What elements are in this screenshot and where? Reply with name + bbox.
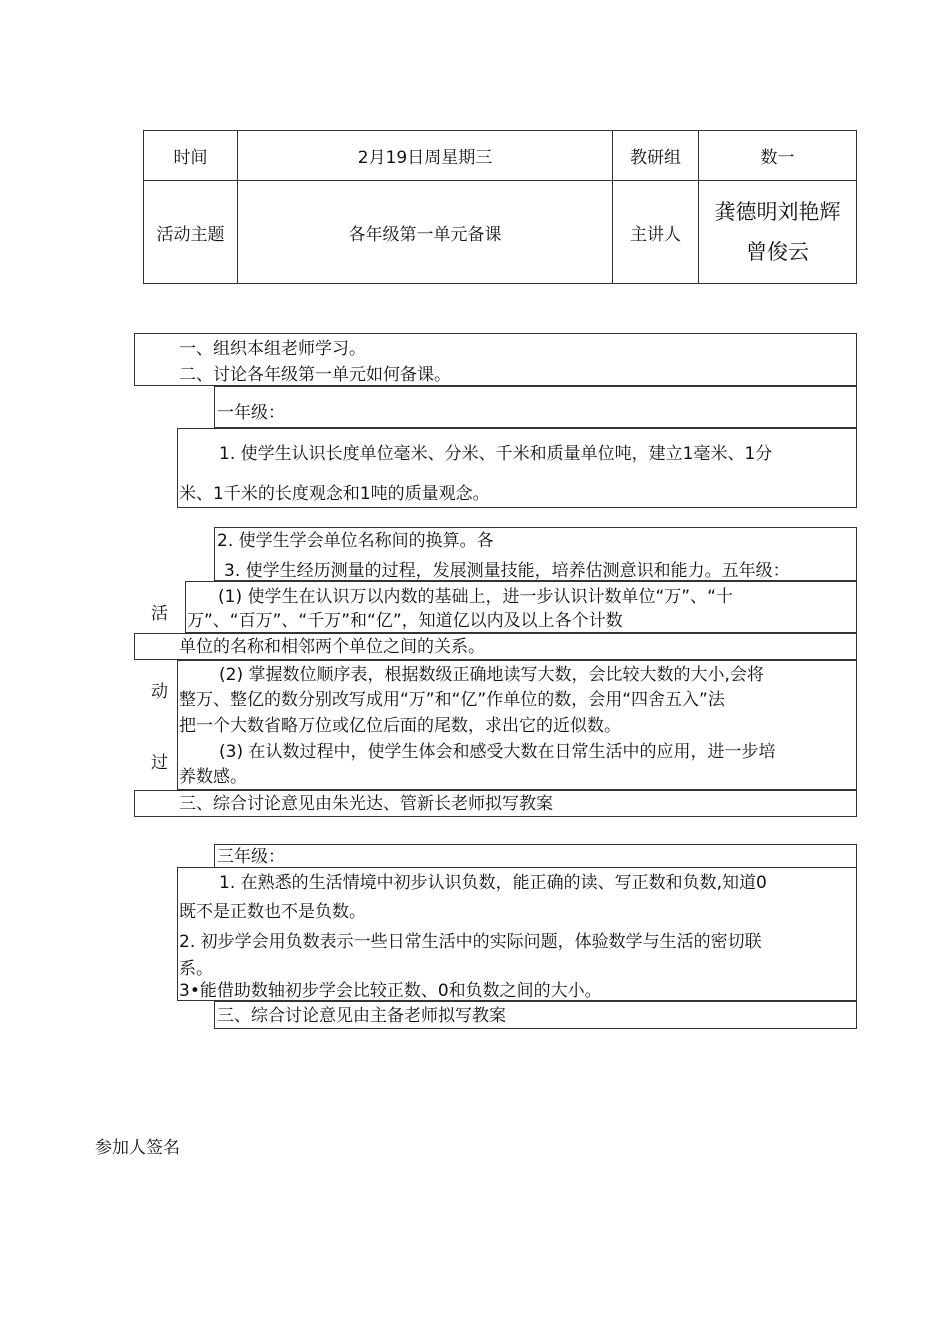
process-item-3: 三、综合讨论意见由朱光达、管新长老师拟写教案	[179, 794, 553, 814]
grade3-heading: 三年级：	[217, 847, 285, 867]
grade5-p3-line2: 养数感。	[179, 767, 247, 787]
header-table	[143, 130, 857, 284]
grade1-p2: 2. 使学生学会单位名称间的换算。各	[217, 531, 494, 551]
grade5-p1-line3: 单位的名称和相邻两个单位之间的关系。	[179, 637, 485, 657]
grade3-p1-line1: 1. 在熟悉的生活情境中初步认识负数，能正确的读、写正数和负数,知道0	[219, 873, 767, 893]
grade3-p2-line1: 2. 初步学会用负数表示一些日常生活中的实际问题，体验数学与生活的密切联	[179, 932, 762, 952]
grade5-p2-line3: 把一个大数省略万位或亿位后面的尾数，求出它的近似数。	[179, 716, 621, 736]
topic-value: 各年级第一单元备课	[237, 180, 613, 284]
grade5-p2-line1: (2) 掌握数位顺序表，根据数级正确地读写大数，会比较大数的大小,会将	[219, 665, 764, 685]
speaker-name-line1: 龚德明刘艳辉	[714, 200, 841, 224]
speaker-name-line2: 曾俊云	[746, 240, 809, 264]
grade1-heading-box	[214, 386, 857, 428]
grade3-p1-line2: 既不是正数也不是负数。	[179, 902, 366, 922]
grade3-item-3: 三、综合讨论意见由主备老师拟写教案	[217, 1006, 506, 1026]
signature-label: 参加人签名	[95, 1138, 180, 1158]
process-label-char-1: 活	[151, 604, 168, 624]
group-value: 数一	[698, 130, 857, 181]
process-label-char-2: 动	[151, 682, 168, 702]
speaker-value	[698, 180, 857, 284]
grade5-p1-line1: (1) 使学生在认识万以内数的基础上，进一步认识计数单位“万”、“十	[218, 587, 733, 607]
grade5-p1-line2: 万”、“百万”、“千万”和“亿”，知道亿以内及以上各个计数	[187, 611, 623, 631]
grade5-p3-line1: (3) 在认数过程中，使学生体会和感受大数在日常生活中的应用，进一步培	[219, 742, 776, 762]
grade3-p2-line2: 系。	[179, 959, 213, 979]
grade5-p2-line2: 整万、整亿的数分别改写成用“万”和“亿”作单位的数，会用“四舍五入”法	[179, 690, 725, 710]
grade1-p3: 3. 使学生经历测量的过程，发展测量技能，培养估测意识和能力。五年级：	[224, 561, 790, 581]
topic-label: 活动主题	[143, 180, 238, 284]
process-item-1: 一、组织本组老师学习。	[179, 339, 366, 359]
time-value: 2月19日周星期三	[237, 130, 613, 181]
process-item-2: 二、讨论各年级第一单元如何备课。	[179, 365, 451, 385]
grade3-p3: 3•能借助数轴初步学会比较正数、0和负数之间的大小。	[179, 981, 602, 1001]
group-label: 教研组	[612, 130, 699, 181]
grade1-heading: 一年级：	[217, 403, 285, 423]
speaker-label: 主讲人	[612, 180, 699, 284]
time-label: 时间	[143, 130, 238, 181]
grade1-p1-line2: 米、1千米的长度观念和1吨的质量观念。	[179, 484, 490, 504]
process-label-char-3: 过	[151, 753, 168, 773]
grade1-p1-line1: 1. 使学生认识长度单位毫米、分米、千米和质量单位吨，建立1毫米、1分	[219, 444, 773, 464]
grade3-heading-box	[214, 844, 857, 868]
